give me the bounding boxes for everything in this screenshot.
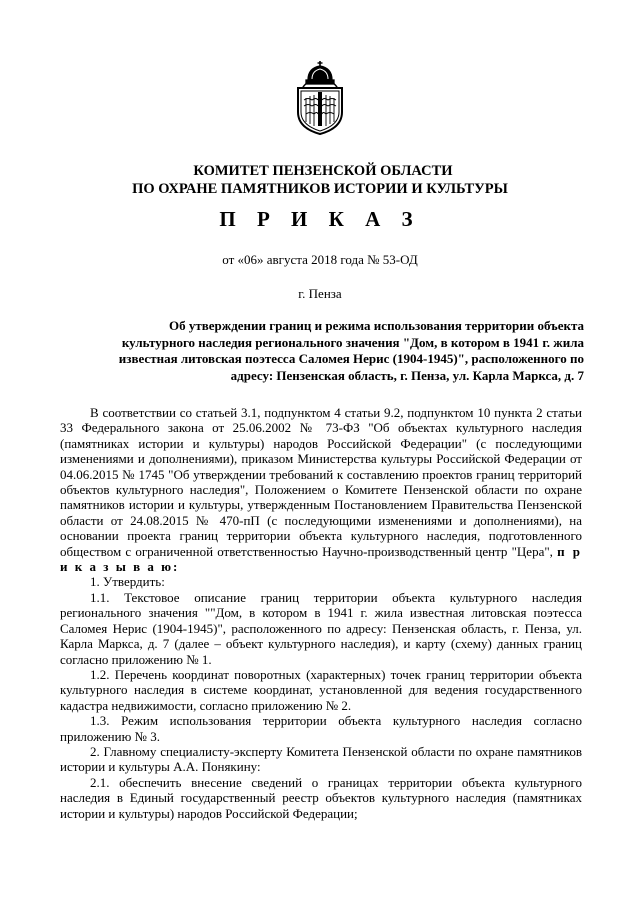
preamble-paragraph [60,405,582,574]
city-name: г. Пенза [298,286,342,301]
order-item: 2. Главному специалисту-эксперту Комитета Пензенской области по охране памятников истории и культуры А.А. Понякину: [60,743,582,775]
subject-line: известная литовская поэтесса Саломея Нерис (1904-1945)", расположенного по [118,351,584,366]
order-word: п р и к а з ы в а ю: [60,543,582,575]
document-type-title: П Р И К А З [219,207,421,231]
order-date-number: от «06» августа 2018 года № 53-ОД [222,252,418,267]
order-item: 1. Утвердить: [90,574,165,590]
subject-line: Об утверждении границ и режима использования территории объекта [169,318,584,333]
subject-line: культурного наследия регионального значения "Дом, в котором в 1941 г. жила [121,334,584,350]
committee-name-line-2: ПО ОХРАНЕ ПАМЯТНИКОВ ИСТОРИИ И КУЛЬТУРЫ [132,181,508,197]
order-item: 1.1. Текстовое описание границ территории объекта культурного наследия регионального значения ""Дом, в котором в 1941 г. жила известная литовская поэтесса Саломея Нерис (1904-1945)", расположенного по адресу: Пензенская область, г. Пенза, ул. Карла Маркса, д. 7 (далее – объект культурного наследия), и карту (схему) данных границ согласно приложению № 1. [60,589,582,667]
subject-line: адресу: Пензенская область, г. Пенза, ул. Карла Маркса, д. 7 [230,367,584,383]
order-body [60,405,582,821]
coat-of-arms-icon [290,60,350,136]
committee-name-line-1: КОМИТЕТ ПЕНЗЕНСКОЙ ОБЛАСТИ [193,163,453,179]
preamble-text: В соответствии со статьей 3.1, подпунктом 4 статьи 9.2, подпунктом 10 пункта 2 статьи 33 Федерального закона от 25.06.2002 № 73-ФЗ "Об объектах культурного наследия (памятниках истории и культуры) народов Российской Федерации" (с последующими изменениями и дополнениями), приказом Министерства культуры Российской Федерации от 04.06.2015 № 1745 "Об утверждении требований к составлению проектов границ территорий объектов культурного наследия", Положением о Комитете Пензенской области по охране памятников истории и культуры, утвержденным Постановлением Правительства Пензенской области от 24.08.2015 № 470-пП (с последующими изменениями и дополнениями), на основании проекта границ территории объекта культурного наследия, подготовленного обществом с ограниченной ответственностью Научно-производственный центр "Цера", [60,405,582,559]
order-item: 2.1. обеспечить внесение сведений о границах территории объекта культурного наследия в Единый государственный реестр объектов культурного наследия (памятниках истории и культуры) народов Российской Федерации; [60,774,582,821]
order-item: 1.3. Режим использования территории объекта культурного наследия согласно приложению № 3. [60,713,582,744]
order-item: 1.2. Перечень координат поворотных (характерных) точек границ территории объекта культурного наследия в системе координат, установленной для ведения государственного кадастра недвижимости, согласно приложению № 2. [60,666,582,713]
order-subject [60,318,584,384]
